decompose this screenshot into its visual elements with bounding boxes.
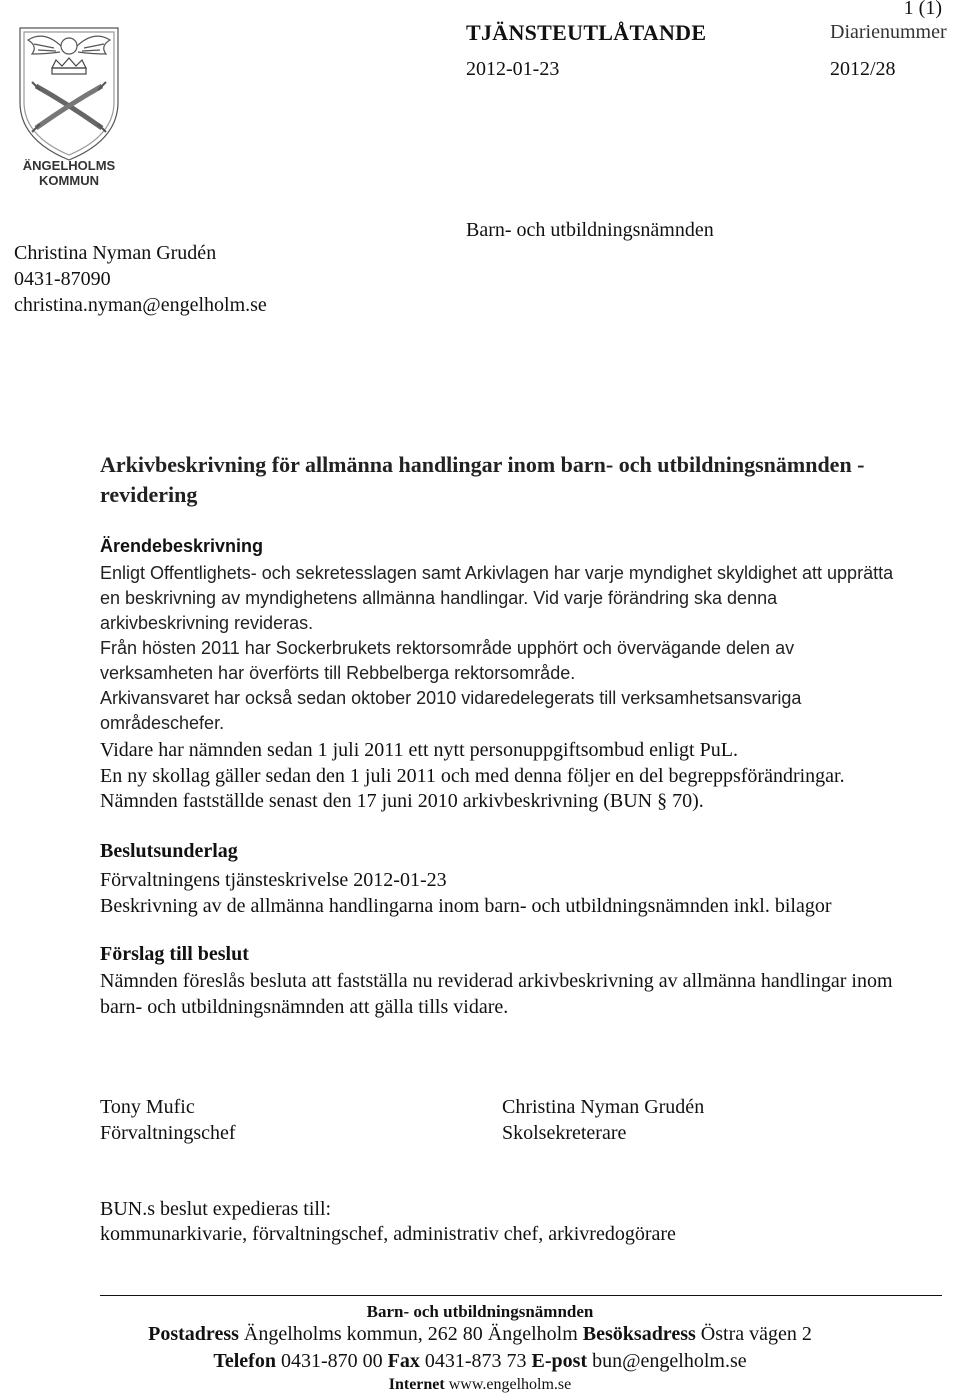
arende-paragraph-5: En ny skollag gäller sedan den 1 juli 2011 och med denna följer en del begreppsförändringar.: [100, 765, 845, 787]
footer-visit-value: Östra vägen 2: [700, 1323, 812, 1345]
page-number: 1 (1): [903, 0, 942, 19]
arende-paragraph-6: Nämnden fastställde senast den 17 juni 2010 arkivbeskrivning (BUN § 70).: [100, 790, 704, 812]
footer-post-label: Postadress: [148, 1323, 239, 1345]
document-title: Arkivbeskrivning för allmänna handlingar inom barn- och utbildningsnämnden - revidering: [100, 452, 865, 507]
footer-tel-value: 0431-870 00: [280, 1350, 383, 1372]
footer-web-label: Internet: [388, 1376, 445, 1393]
beslutsunderlag-item-2: Beskrivning av de allmänna handlingarna inom barn- och utbildningsnämnden inkl. bilagor: [100, 895, 832, 917]
beslutsunderlag-item-1: Förvaltningens tjänsteskrivelse 2012-01-23: [100, 869, 447, 891]
arende-paragraph-1: Enligt Offentlighets- och sekretesslagen samt Arkivlagen har varje myndighet skyldighet att upprätta en beskrivning av myndighetens allmänna handlingar. Vid varje förändring ska denna arkivbeskrivning revideras.: [100, 563, 894, 633]
arende-paragraph-2: Från hösten 2011 har Sockerbrukets rektorsområde upphört och övervägande delen av verksamheten har överförts till Rebbelberga rektorsområde.: [100, 638, 795, 683]
signature-1-title: Förvaltningschef: [100, 1122, 236, 1144]
expedieras-list: kommunarkivarie, förvaltningschef, administrativ chef, arkivredogörare: [100, 1223, 676, 1245]
footer-tel-label: Telefon: [213, 1350, 276, 1372]
signature-2-title: Skolsekreterare: [502, 1122, 627, 1144]
diarie-label: Diarienummer: [830, 21, 947, 43]
arende-paragraph-3: Arkivansvaret har också sedan oktober 2010 vidaredelegerats till verksamhetsansvariga områdeschefer.: [100, 688, 802, 733]
recipient: Barn- och utbildningsnämnden: [466, 219, 714, 241]
forslag-text: Nämnden föreslås besluta att fastställa nu reviderad arkivbeskrivning av allmänna handlingar inom barn- och utbildningsnämnden att gälla tills vidare.: [100, 970, 893, 1018]
arende-heading: Ärendebeskrivning: [100, 536, 264, 556]
diarie-number: 2012/28: [830, 58, 896, 80]
footer-epost-label: E-post: [531, 1350, 588, 1372]
footer-post-value: Ängelholms kommun, 262 80 Ängelholm: [243, 1323, 578, 1345]
contact-name: Christina Nyman Grudén: [14, 242, 217, 264]
footer-web-line: [0, 1376, 960, 1394]
footer-epost-value[interactable]: bun@engelholm.se: [592, 1350, 747, 1372]
expedieras-label: BUN.s beslut expedieras till:: [100, 1198, 332, 1220]
footer-divider: [100, 1295, 942, 1296]
municipality-logo: [10, 20, 128, 190]
signature-1-name: Tony Mufic: [100, 1096, 195, 1118]
contact-email: christina.nyman@engelholm.se: [14, 294, 267, 316]
footer-fax-label: Fax: [387, 1350, 420, 1372]
footer-org: Barn- och utbildningsnämnden: [366, 1302, 594, 1321]
footer-address-line: [0, 1323, 960, 1346]
forslag-heading: Förslag till beslut: [100, 943, 249, 965]
footer-contact-line: [0, 1350, 960, 1373]
document-type: TJÄNSTEUTLÅTANDE: [466, 20, 707, 45]
svg-text:ÄNGELHOLMS: ÄNGELHOLMS: [22, 158, 116, 173]
footer-fax-value: 0431-873 73: [424, 1350, 527, 1372]
svg-text:KOMMUN: KOMMUN: [39, 173, 99, 188]
document-date: 2012-01-23: [466, 58, 560, 80]
contact-phone: 0431-87090: [14, 268, 111, 290]
signature-2-name: Christina Nyman Grudén: [502, 1096, 705, 1118]
footer-visit-label: Besöksadress: [582, 1323, 696, 1345]
beslutsunderlag-heading: Beslutsunderlag: [100, 840, 238, 862]
arende-paragraph-4: Vidare har nämnden sedan 1 juli 2011 ett nytt personuppgiftsombud enligt PuL.: [100, 739, 738, 761]
footer-web-value[interactable]: www.engelholm.se: [448, 1376, 572, 1393]
